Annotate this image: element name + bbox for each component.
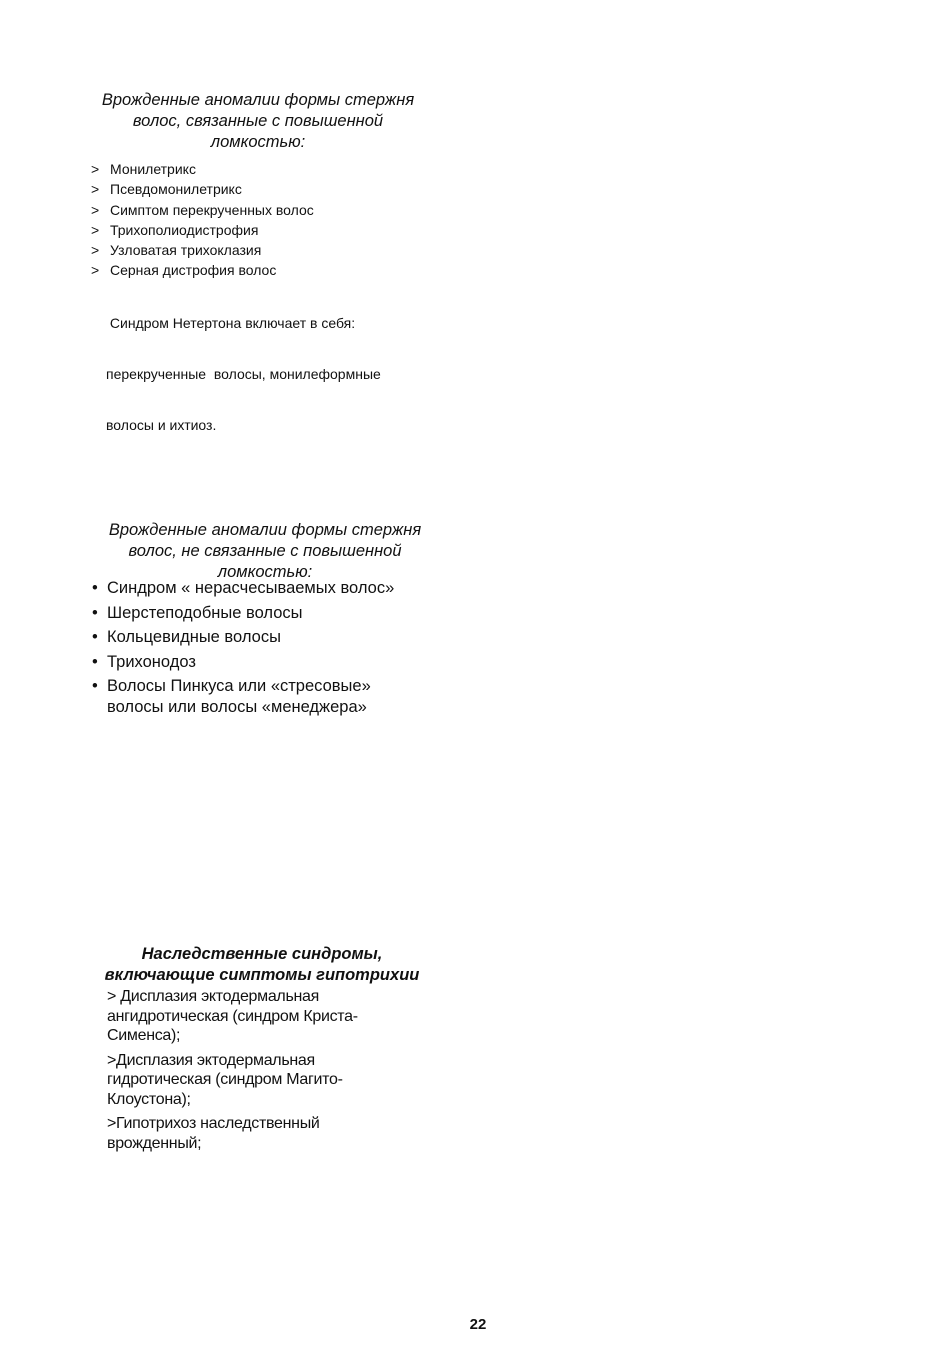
list-item-text: Шерстеподобные волосы xyxy=(107,603,303,622)
list-item xyxy=(90,260,314,280)
page-number: 22 xyxy=(469,1316,487,1333)
list-item-text: Монилетрикс xyxy=(110,161,196,177)
note-line: волосы и ихтиоз. xyxy=(106,417,217,433)
section1-title xyxy=(88,90,428,153)
section2-title-line: Врожденные аномалии формы стержня xyxy=(108,521,422,539)
list-item-text: Симптом перекрученных волос xyxy=(110,201,314,218)
list-item xyxy=(90,159,314,179)
bullet-marker: • xyxy=(92,652,98,671)
section2-title-line: ломкостью: xyxy=(217,563,313,581)
section1-title-line: волос, связанные с повышенной xyxy=(132,112,384,130)
list-item-text: Узловатая трихоклазия xyxy=(110,242,262,259)
list-item-text: >Дисплазия эктодермальная xyxy=(107,1051,315,1069)
list-item-text: Трихонодоз xyxy=(107,652,196,671)
list-item xyxy=(90,220,314,240)
list-item-text: Серная дистрофия волос xyxy=(110,262,277,279)
list-item-text: >Гипотрихоз наследственный xyxy=(107,1115,320,1132)
section2-list xyxy=(92,578,394,722)
list-item xyxy=(90,200,314,220)
bullet-marker: • xyxy=(92,579,98,597)
list-item-text: Клоустона); xyxy=(107,1090,191,1108)
arrow-marker: > xyxy=(91,161,100,177)
section1-list xyxy=(90,159,314,281)
netherton-note xyxy=(106,281,426,451)
arrow-marker: > xyxy=(91,242,100,259)
list-item-text: Волосы Пинкуса или «стресовые» xyxy=(107,677,371,696)
bullet-marker: • xyxy=(92,628,98,647)
list-item-text: волосы или волосы «менеджера» xyxy=(107,698,367,717)
list-item-text: Кольцевидные волосы xyxy=(107,628,281,647)
note-line: перекрученные волосы, монилеформные xyxy=(106,366,381,382)
bullet-marker: • xyxy=(92,677,98,696)
list-item xyxy=(90,179,314,199)
arrow-marker: > xyxy=(91,201,100,218)
section2-title-line: волос, не связанные с повышенной xyxy=(128,542,402,560)
list-item xyxy=(92,603,394,624)
list-item-text: врожденный; xyxy=(107,1134,202,1152)
list-item-text: Синдром « нерасчесываемых волос» xyxy=(107,579,395,597)
arrow-marker: > xyxy=(91,221,100,238)
bullet-marker: • xyxy=(92,603,98,622)
section3-list xyxy=(107,987,407,1158)
arrow-marker: > xyxy=(91,181,100,198)
list-item-text: Сименса); xyxy=(107,1027,181,1044)
list-item xyxy=(107,1114,407,1153)
note-line: Синдром Нетертона включает в себя: xyxy=(106,315,356,331)
section2-title xyxy=(92,520,438,583)
arrow-marker: > xyxy=(91,262,100,279)
list-item xyxy=(92,652,394,673)
list-item-text: ангидротическая (синдром Криста- xyxy=(107,1007,358,1025)
section3-title xyxy=(92,944,432,986)
section3-title-line: Наследственные синдромы, xyxy=(141,945,383,963)
list-item xyxy=(90,240,314,260)
list-item xyxy=(92,627,394,648)
list-item xyxy=(107,987,407,1046)
section1-title-line: ломкостью: xyxy=(210,133,306,151)
list-item xyxy=(92,578,394,599)
list-item-text: > Дисплазия эктодермальная xyxy=(107,988,320,1005)
list-item xyxy=(92,676,394,718)
list-item-text: Псевдомонилетрикс xyxy=(110,181,242,198)
list-item-text: гидротическая (синдром Магито- xyxy=(107,1071,343,1088)
list-item xyxy=(107,1051,407,1110)
list-item-text: Трихополиодистрофия xyxy=(110,221,259,238)
section1-title-line: Врожденные аномалии формы стержня xyxy=(101,91,415,109)
section3-title-line: включающие симптомы гипотрихии xyxy=(104,966,420,984)
